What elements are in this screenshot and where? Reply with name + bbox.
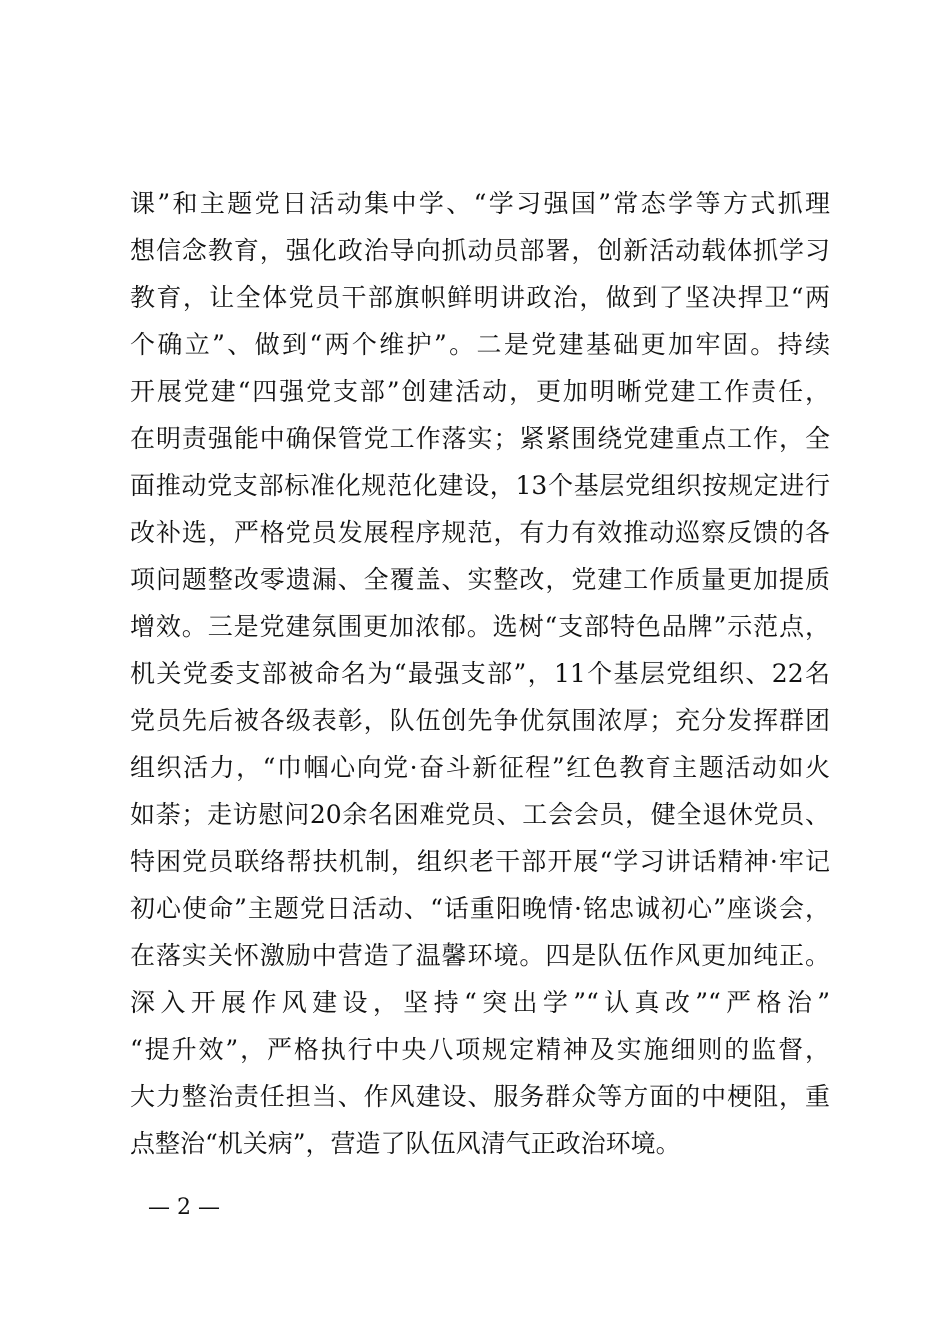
text-line: 大力整治责任担当、作风建设、服务群众等方面的中梗阻，重 (130, 1082, 830, 1111)
text-line: 深入开展作风建设，坚持“突出学”“认真改”“严格治” (130, 988, 830, 1017)
text-line: 增效。三是党建氛围更加浓郁。选树“支部特色品牌”示范点， (130, 612, 830, 641)
page-number: — 2 — (148, 1195, 220, 1220)
text-line: 党员先后被各级表彰，队伍创先争优氛围浓厚；充分发挥群团 (130, 706, 830, 735)
text-line: 在明责强能中确保管党工作落实；紧紧围绕党建重点工作，全 (130, 424, 830, 453)
body-text (130, 180, 830, 1167)
text-line: 改补选，严格党员发展程序规范，有力有效推动巡察反馈的各 (130, 518, 830, 547)
text-line: 在落实关怀激励中营造了温馨环境。四是队伍作风更加纯正。 (130, 941, 830, 970)
text-line: 开展党建“四强党支部”创建活动，更加明晰党建工作责任， (130, 377, 830, 406)
text-line: 机关党委支部被命名为“最强支部”，11个基层党组织、22名 (130, 659, 830, 688)
text-line: 课”和主题党日活动集中学、“学习强国”常态学等方式抓理 (130, 189, 830, 218)
text-line: “提升效”，严格执行中央八项规定精神及实施细则的监督， (130, 1035, 830, 1064)
text-line: 个确立”、做到“两个维护”。二是党建基础更加牢固。持续 (130, 330, 830, 359)
text-line-last: 点整治“机关病”，营造了队伍风清气正政治环境。 (130, 1129, 681, 1158)
text-line: 面推动党支部标准化规范化建设，13个基层党组织按规定进行 (130, 471, 830, 500)
text-line: 组织活力，“巾帼心向党·奋斗新征程”红色教育主题活动如火 (130, 753, 830, 782)
text-line: 项问题整改零遗漏、全覆盖、实整改，党建工作质量更加提质 (130, 565, 830, 594)
text-line: 如荼；走访慰问20余名困难党员、工会会员，健全退休党员、 (130, 800, 830, 829)
text-line: 教育，让全体党员干部旗帜鲜明讲政治，做到了坚决捍卫“两 (130, 283, 830, 312)
text-line: 想信念教育，强化政治导向抓动员部署，创新活动载体抓学习 (130, 236, 830, 265)
text-line: 初心使命”主题党日活动、“话重阳晚情·铭忠诚初心”座谈会， (130, 894, 830, 923)
text-line: 特困党员联络帮扶机制，组织老干部开展“学习讲话精神·牢记 (130, 847, 830, 876)
